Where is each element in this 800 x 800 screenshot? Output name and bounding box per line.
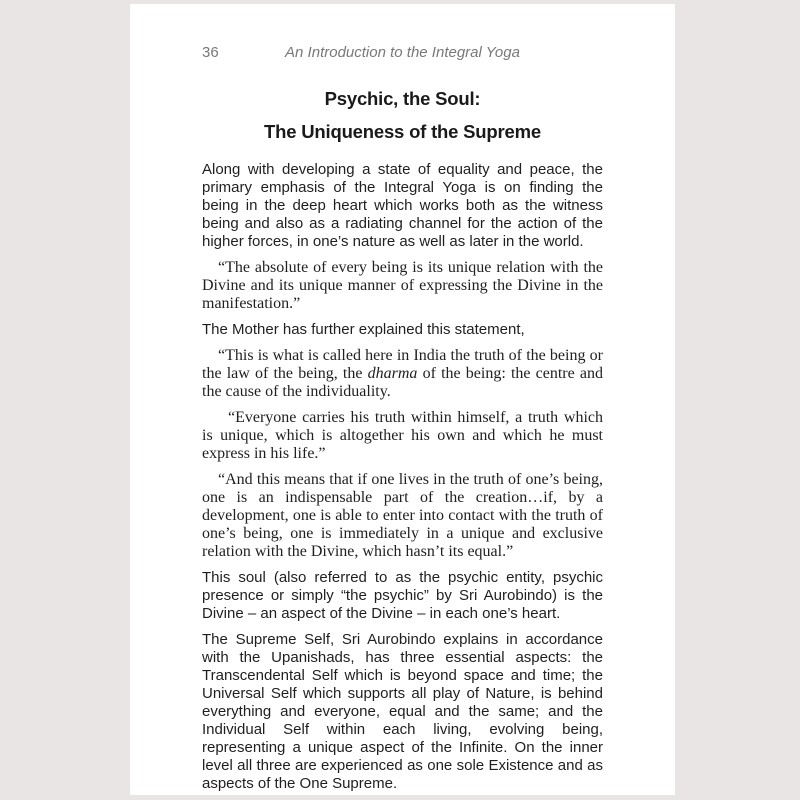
page — [130, 4, 675, 795]
page-number: 36 — [202, 44, 219, 61]
chapter-title-line-2: The Uniqueness of the Supreme — [264, 121, 541, 142]
text: “This is what is called here in India the truth of the being or the law of the being, the — [202, 347, 603, 382]
text: Along with developing a state of equality and peace, the primary emphasis of the Integral Yoga is on finding the being in the deep heart which works both as the witness being and also as a radiating channel for the action of the higher forces, in one’s nature as well as later in the world. — [202, 161, 603, 250]
text: “Everyone carries his truth within himself, a truth which is unique, which is altogether his own and which he must express in his life.” — [202, 409, 603, 462]
paragraph — [202, 347, 603, 401]
running-title: An Introduction to the Integral Yoga — [285, 44, 520, 61]
paragraph — [202, 569, 603, 623]
text: This soul (also referred to as the psychic entity, psychic presence or simply “the psychic” by Sri Aurobindo) is the Divine – an aspect of the Divine – in each one’s heart. — [202, 569, 603, 622]
paragraph — [202, 631, 603, 793]
text: “The absolute of every being is its unique relation with the Divine and its unique manner of expressing the Divine in the manifestation.” — [202, 259, 603, 312]
text: The Supreme Self, Sri Aurobindo explains in accordance with the Upanishads, has three essential aspects: the Transcendental Self which is beyond space and time; the Universal Self which supports all play of Nature, is behind everything and everyone, equal and the same; and the Individual Self within each living, evolving being, representing a unique aspect of the Infinite. On the inner level all three are experienced as one sole Existence and as aspects of the One Supreme. — [202, 631, 603, 792]
italic-text: dharma — [367, 365, 418, 382]
paragraph — [202, 321, 603, 339]
chapter-title-line-1: Psychic, the Soul: — [324, 88, 481, 109]
running-head — [202, 44, 603, 64]
paragraph — [202, 409, 603, 463]
text: “And this means that if one lives in the truth of one’s being, one is an indispensable part of the creation…if, by a development, one is able to enter into contact with the truth of one’s being, one is immediately in a unique and exclusive relation with the Divine, which hasn’t its equal.” — [202, 471, 603, 560]
paragraph — [202, 259, 603, 313]
paragraph — [202, 161, 603, 251]
paragraph — [202, 471, 603, 561]
paragraphs — [202, 161, 603, 793]
text: of the being: the centre and the cause of the individuality. — [202, 365, 604, 400]
page-content — [202, 4, 603, 793]
text: The Mother has further explained this statement, — [202, 321, 525, 338]
